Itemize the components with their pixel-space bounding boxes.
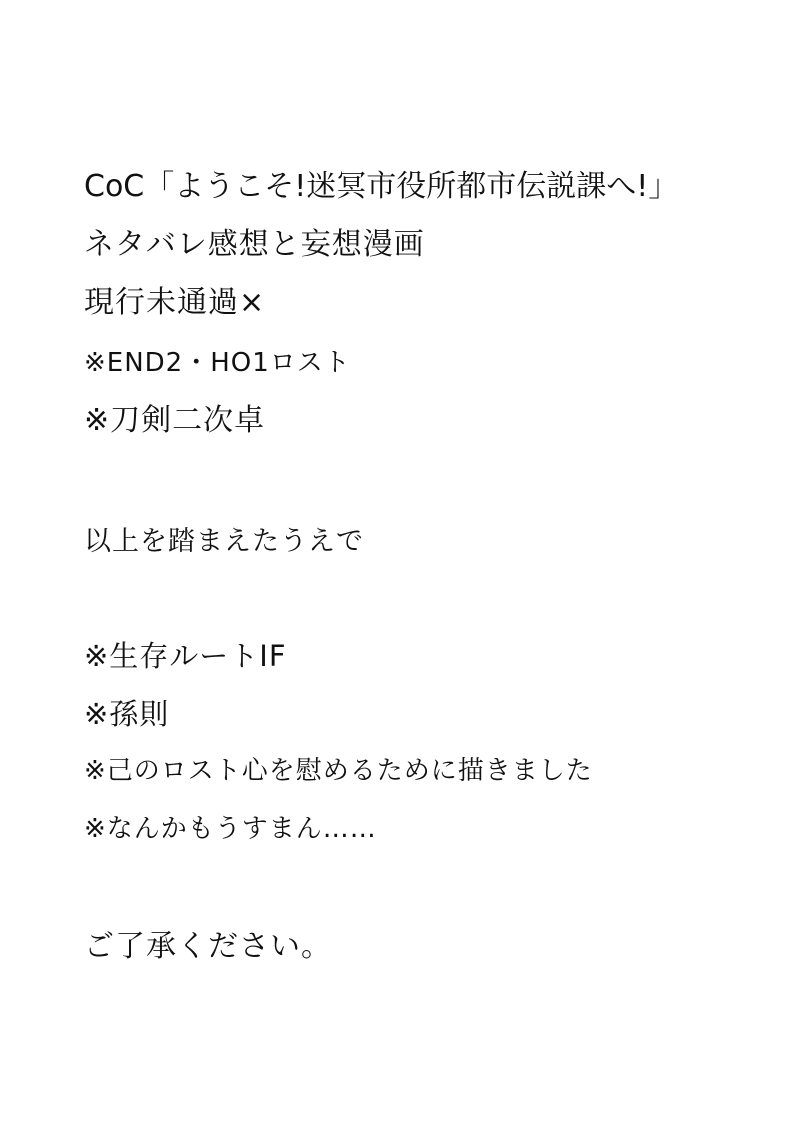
warning-line: 現行未通過× (84, 285, 266, 320)
closing-line: ご了承ください。 (84, 929, 332, 964)
premise-line: 以上を踏まえたうえで (84, 526, 364, 557)
note-item-end: ※END2・HO1ロスト (84, 348, 351, 378)
note-item-touken: ※刀剣二次卓 (84, 403, 266, 438)
note-item-reason: ※己のロスト心を慰めるために描きました (84, 756, 593, 786)
note-item-pairing: ※孫則 (84, 697, 170, 731)
title-line: CoC「ようこそ!迷冥市役所都市伝説課へ!」 (84, 169, 679, 204)
subtitle-line: ネタバレ感想と妄想漫画 (84, 227, 425, 262)
note-item-survival: ※生存ルートIF (84, 639, 287, 673)
note-item-apology: ※なんかもうすまん…… (84, 814, 377, 844)
